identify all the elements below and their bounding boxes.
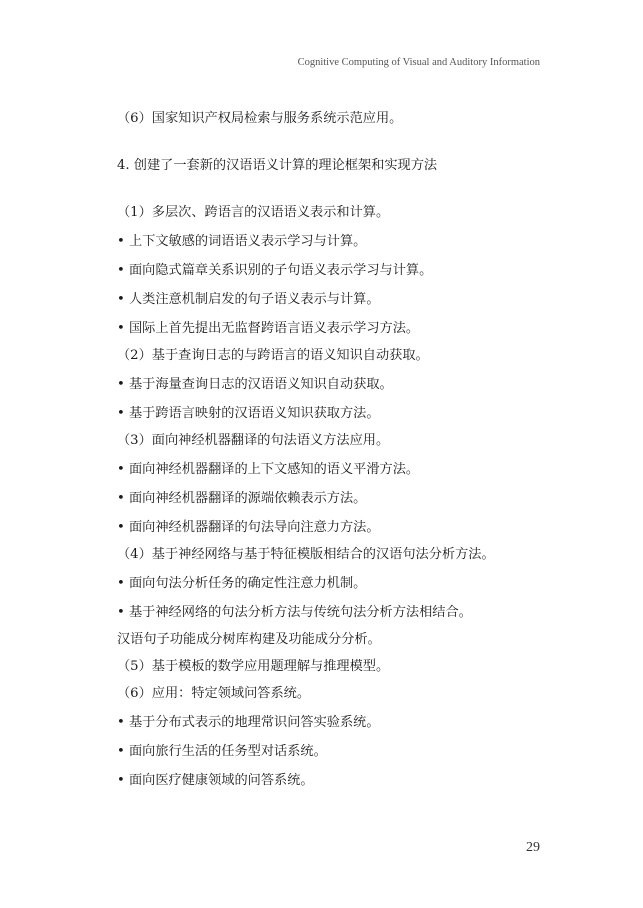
- list-item: • 面向隐式篇章关系识别的子句语义表示学习与计算。: [117, 263, 433, 278]
- list-item: • 基于神经网络的句法分析方法与传统句法分析方法相结合。: [117, 605, 472, 620]
- text-line: 汉语句子功能成分树库构建及功能成分分析。: [117, 632, 381, 647]
- running-header: Cognitive Computing of Visual and Auditory Information: [297, 57, 540, 68]
- list-item: • 基于跨语言映射的汉语语义知识获取方法。: [117, 406, 380, 421]
- text-line: （6）国家知识产权局检索与服务系统示范应用。: [117, 111, 403, 126]
- list-item: • 基于海量查询日志的汉语语义知识自动获取。: [117, 377, 393, 392]
- list-item: • 基于分布式表示的地理常识问答实验系统。: [117, 715, 380, 730]
- list-item: • 面向神经机器翻译的上下文感知的语义平滑方法。: [117, 462, 420, 477]
- text-line: （5）基于模板的数学应用题理解与推理模型。: [117, 659, 390, 674]
- list-item: • 面向句法分析任务的确定性注意力机制。: [117, 576, 367, 591]
- list-item: • 面向旅行生活的任务型对话系统。: [117, 744, 327, 759]
- text-line: （6）应用：特定领域问答系统。: [117, 686, 311, 701]
- page-number: 29: [526, 840, 540, 855]
- list-item: • 人类注意机制启发的句子语义表示与计算。: [117, 292, 380, 307]
- list-item: • 面向医疗健康领域的问答系统。: [117, 773, 314, 788]
- list-item: • 上下文敏感的词语语义表示学习与计算。: [117, 234, 367, 249]
- text-line: （3）面向神经机器翻译的句法语义方法应用。: [117, 433, 390, 448]
- text-line: （1）多层次、跨语言的汉语语义表示和计算。: [117, 205, 390, 220]
- list-item: • 面向神经机器翻译的源端依赖表示方法。: [117, 491, 367, 506]
- list-item: • 国际上首先提出无监督跨语言语义表示学习方法。: [117, 321, 420, 336]
- text-line: （4）基于神经网络与基于特征模版相结合的汉语句法分析方法。: [117, 547, 495, 562]
- text-line: （2）基于查询日志的与跨语言的语义知识自动获取。: [117, 348, 429, 363]
- list-item: • 面向神经机器翻译的句法导向注意力方法。: [117, 520, 380, 535]
- section-heading: 4. 创建了一套新的汉语语义计算的理论框架和实现方法: [117, 158, 438, 173]
